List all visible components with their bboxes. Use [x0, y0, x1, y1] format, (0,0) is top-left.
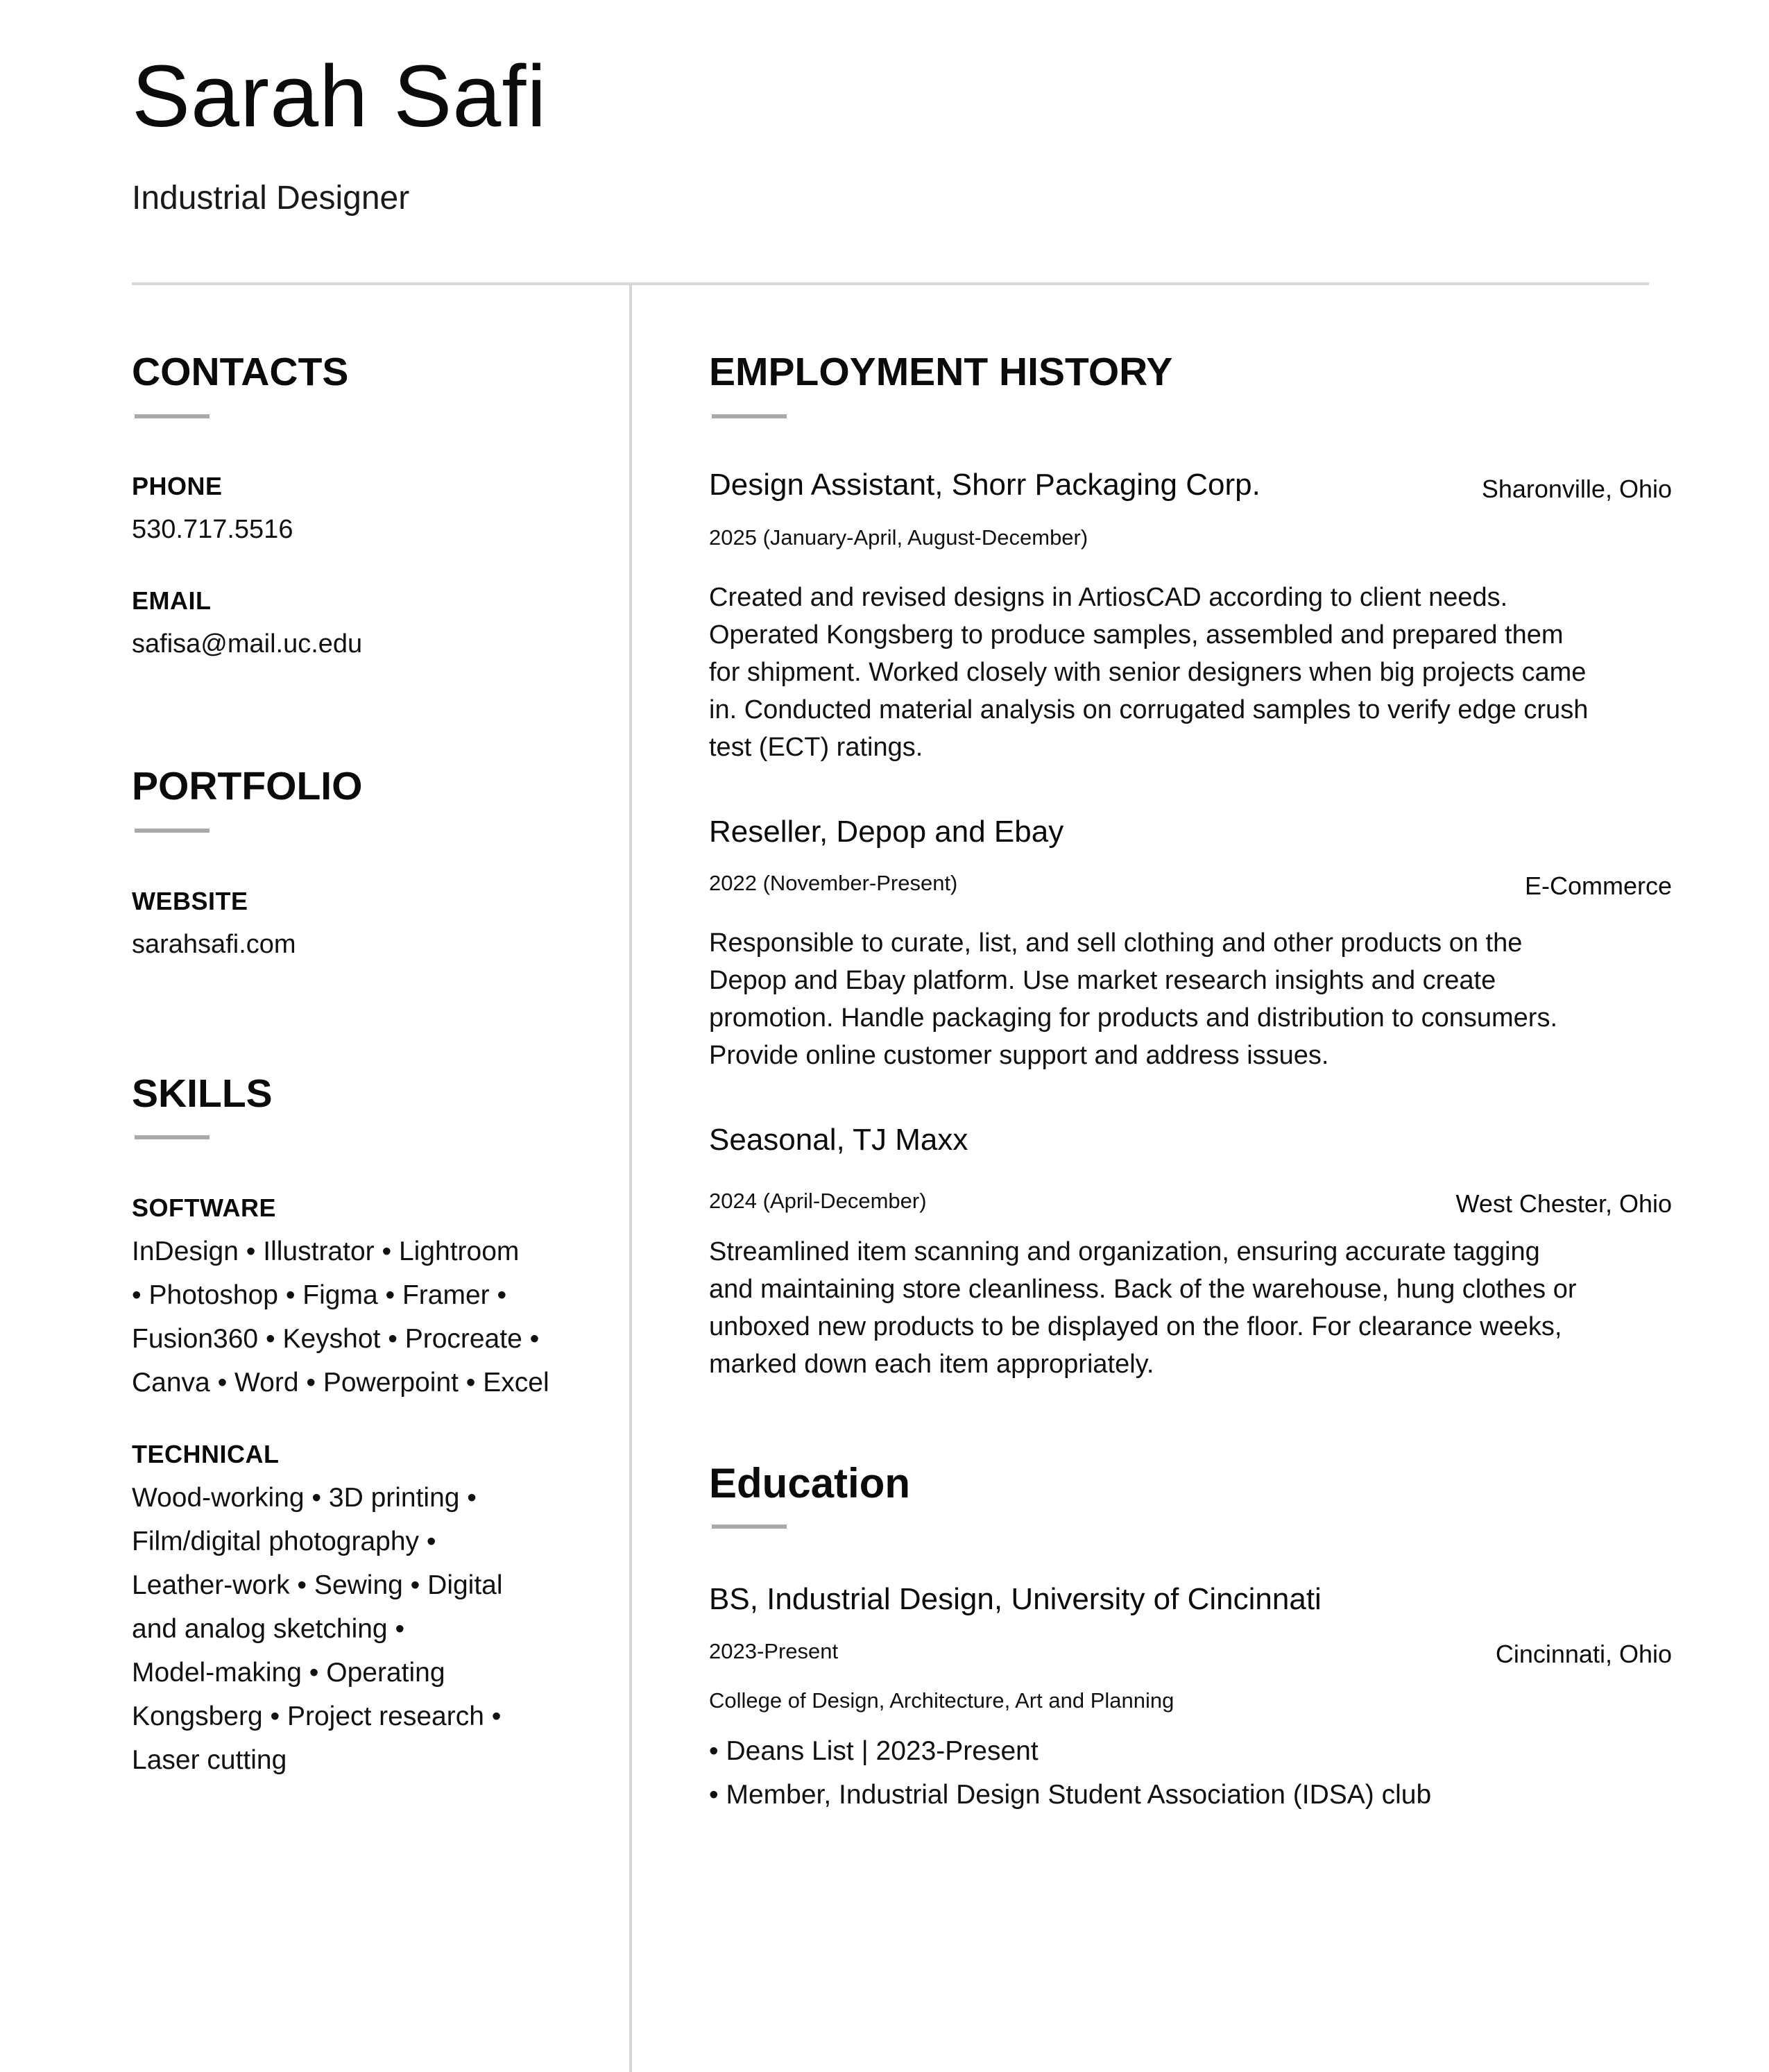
education-heading: Education — [709, 1460, 911, 1506]
software-line: Fusion360 • Keyshot • Procreate • — [132, 1324, 540, 1354]
software-skills — [132, 1230, 583, 1404]
portfolio-heading: PORTFOLIO — [132, 764, 363, 808]
technical-label: TECHNICAL — [132, 1440, 280, 1468]
software-label: SOFTWARE — [132, 1194, 276, 1222]
job-dates: 2024 (April-December) — [709, 1189, 927, 1213]
email-value[interactable]: safisa@mail.uc.edu — [132, 629, 363, 659]
skills-heading-bar — [135, 1135, 210, 1139]
job-description-line: Created and revised designs in ArtiosCAD according to client needs. — [709, 583, 1508, 612]
technical-line: Leather-work • Sewing • Digital — [132, 1570, 503, 1600]
job-description-line: in. Conducted material analysis on corrugated samples to verify edge crush — [709, 695, 1589, 724]
software-line: Canva • Word • Powerpoint • Excel — [132, 1368, 549, 1398]
education-bullet: • Member, Industrial Design Student Association (IDSA) club — [709, 1780, 1432, 1810]
email-label: EMAIL — [132, 586, 212, 615]
technical-line: Model-making • Operating — [132, 1658, 445, 1688]
phone-label: PHONE — [132, 472, 223, 500]
job-description-line: for shipment. Worked closely with senior designers when big projects came — [709, 658, 1587, 687]
contacts-heading: CONTACTS — [132, 350, 349, 394]
job-description-line: promotion. Handle packaging for products and distribution to consumers. — [709, 1003, 1558, 1033]
job-description-line: Responsible to curate, list, and sell clothing and other products on the — [709, 928, 1523, 958]
technical-line: Film/digital photography • — [132, 1527, 436, 1556]
job-location: E-Commerce — [1524, 872, 1672, 900]
job-description-line: Depop and Ebay platform. Use market research insights and create — [709, 966, 1496, 995]
job-title-subtitle: Industrial Designer — [132, 180, 410, 216]
technical-line: and analog sketching • — [132, 1614, 405, 1644]
degree-title: BS, Industrial Design, University of Cincinnati — [709, 1582, 1322, 1616]
college-name: College of Design, Architecture, Art and Planning — [709, 1688, 1174, 1713]
job-title: Reseller, Depop and Ebay — [709, 815, 1064, 849]
technical-skills — [132, 1476, 583, 1782]
education-heading-bar — [712, 1525, 787, 1529]
website-label: WEBSITE — [132, 887, 248, 915]
job-title: Design Assistant, Shorr Packaging Corp. — [709, 468, 1260, 502]
job-location: West Chester, Ohio — [1455, 1189, 1672, 1218]
job-description — [709, 1233, 1666, 1383]
job-title: Seasonal, TJ Maxx — [709, 1123, 968, 1157]
candidate-name: Sarah Safi — [132, 47, 547, 145]
job-dates: 2022 (November-Present) — [709, 871, 958, 895]
phone-value: 530.717.5516 — [132, 515, 293, 544]
job-description-line: unboxed new products to be displayed on the floor. For clearance weeks, — [709, 1312, 1562, 1341]
education-bullet: • Deans List | 2023-Present — [709, 1736, 1039, 1766]
technical-line: Laser cutting — [132, 1745, 287, 1775]
skills-heading: SKILLS — [132, 1071, 273, 1116]
education-location: Cincinnati, Ohio — [1495, 1640, 1672, 1668]
technical-line: Wood-working • 3D printing • — [132, 1483, 477, 1513]
job-description-line: marked down each item appropriately. — [709, 1350, 1154, 1379]
header-divider — [132, 282, 1649, 285]
column-divider — [629, 282, 632, 2072]
job-description-line: Streamlined item scanning and organization, ensuring accurate tagging — [709, 1237, 1540, 1266]
software-line: InDesign • Illustrator • Lightroom — [132, 1237, 520, 1266]
portfolio-heading-bar — [135, 829, 210, 833]
website-link[interactable]: sarahsafi.com — [132, 930, 296, 959]
job-location: Sharonville, Ohio — [1481, 475, 1672, 503]
contacts-heading-bar — [135, 414, 210, 418]
employment-heading-bar — [712, 414, 787, 418]
job-dates: 2025 (January-April, August-December) — [709, 525, 1088, 550]
education-dates: 2023-Present — [709, 1639, 839, 1663]
employment-heading: EMPLOYMENT HISTORY — [709, 350, 1173, 394]
job-description — [709, 579, 1666, 766]
software-line: • Photoshop • Figma • Framer • — [132, 1280, 507, 1310]
job-description-line: test (ECT) ratings. — [709, 733, 923, 762]
job-description — [709, 924, 1666, 1074]
job-description-line: Operated Kongsberg to produce samples, assembled and prepared them — [709, 620, 1564, 649]
technical-line: Kongsberg • Project research • — [132, 1701, 502, 1731]
job-description-line: Provide online customer support and address issues. — [709, 1041, 1329, 1070]
job-description-line: and maintaining store cleanliness. Back of the warehouse, hung clothes or — [709, 1275, 1577, 1304]
